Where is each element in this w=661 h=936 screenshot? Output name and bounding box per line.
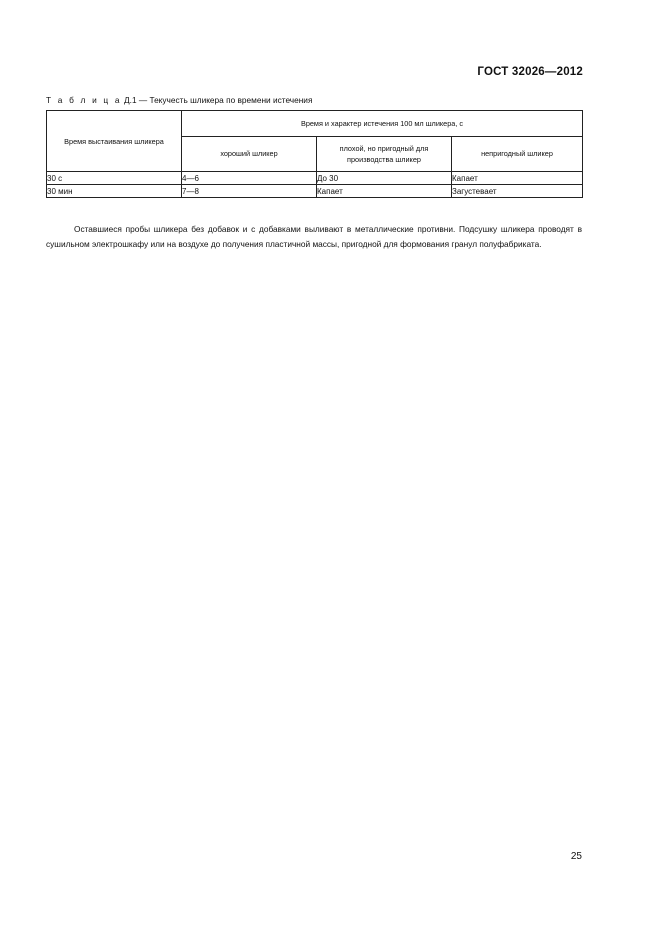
table-row (47, 172, 583, 185)
table-cell: 30 мин (47, 185, 182, 198)
table-cell: Капает (452, 172, 583, 185)
table-cell: 4—6 (182, 172, 317, 185)
body-text (46, 222, 582, 251)
table-caption-text: Д.1 — Текучесть шликера по времени истечения (121, 95, 313, 105)
header-standing-time: Время выстаивания шликера (47, 111, 182, 172)
table-row (47, 185, 583, 198)
header-poor-slip: плохой, но пригодный для производства шликер (317, 136, 452, 171)
header-unusable-slip: непригодный шликер (452, 136, 583, 171)
table-caption (46, 95, 312, 105)
paragraph: Оставшиеся пробы шликера без добавок и с добавками выливают в металлические противни. Подсушку шликера проводят в сушильном электрошкафу или на воздухе до получения пластичной массы, пригодной для формования гранул полуфабриката. (46, 224, 582, 249)
header-good-slip: хороший шликер (182, 136, 317, 171)
table-cell: До 30 (317, 172, 452, 185)
table-cell: 30 с (47, 172, 182, 185)
table-header-row (47, 111, 583, 137)
header-flow-group: Время и характер истечения 100 мл шликера, с (182, 111, 583, 137)
table-cell: Капает (317, 185, 452, 198)
document-code: ГОСТ 32026—2012 (477, 66, 583, 78)
table-cell: Загустевает (452, 185, 583, 198)
flow-table (46, 110, 583, 198)
table-caption-prefix: Т а б л и ц а (46, 95, 122, 105)
table-cell: 7—8 (182, 185, 317, 198)
page-number: 25 (570, 851, 582, 862)
